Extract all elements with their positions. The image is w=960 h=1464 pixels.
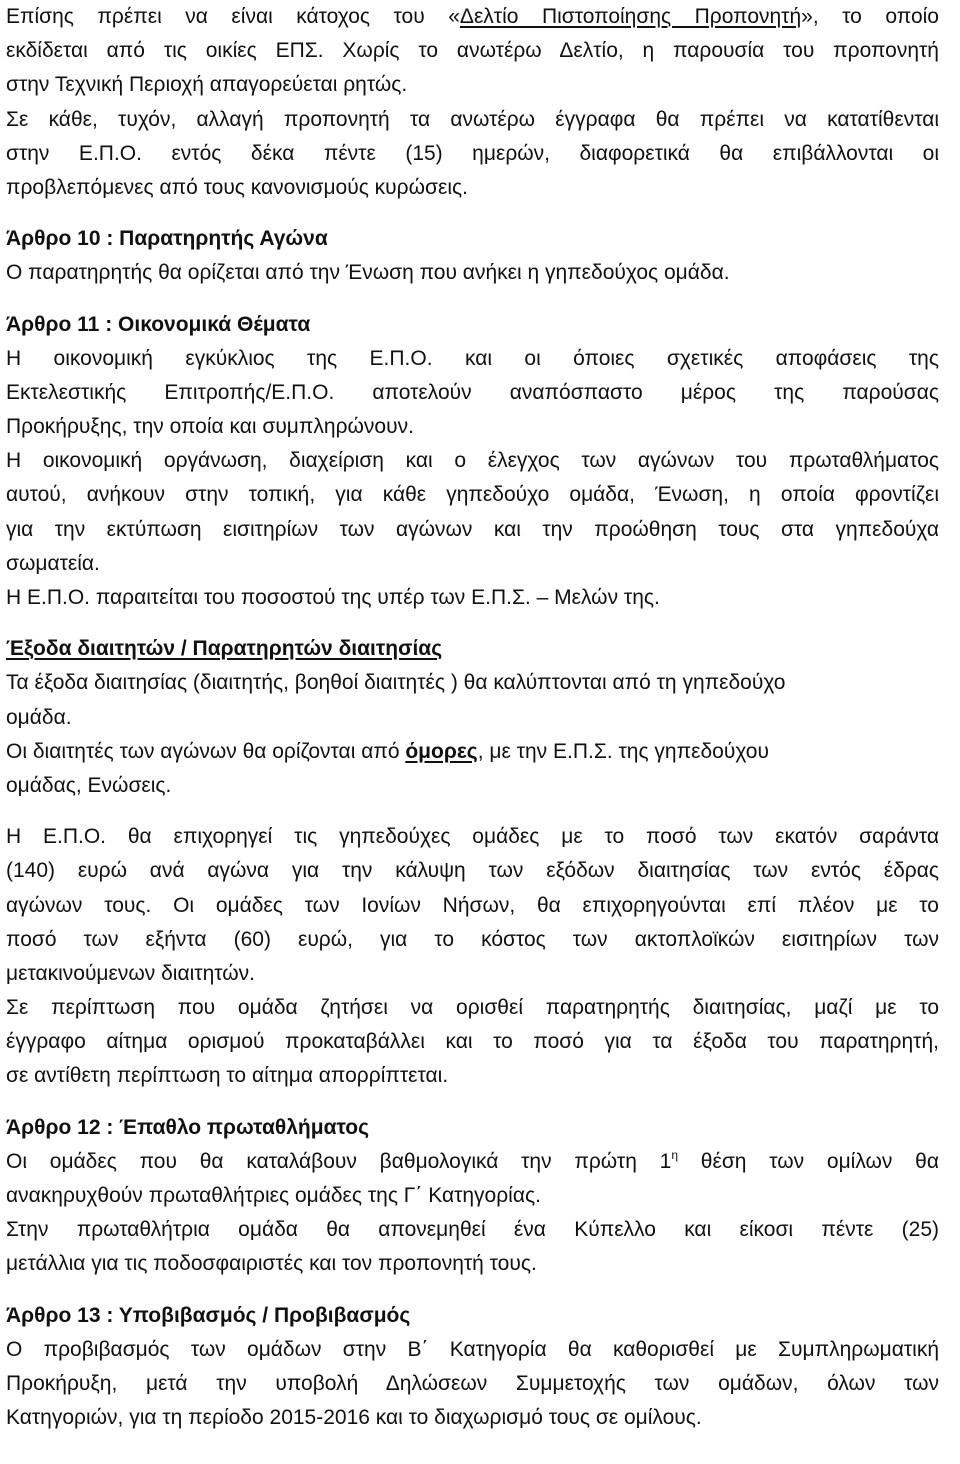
text-segment: (140) ευρώ ανά αγώνα για την κάλυψη των εξόδων διαιτησίας των εντός έδρας xyxy=(6,859,939,883)
paragraph-gap xyxy=(6,803,939,820)
text-line xyxy=(6,820,939,854)
text-segment: Άρθρο 12 : Έπαθλο πρωταθλήματος xyxy=(6,1115,370,1139)
text-line xyxy=(6,0,939,34)
text-segment: Δελτίο Πιστοποίησης Προπονητή xyxy=(459,5,802,28)
text-line xyxy=(6,701,939,735)
text-line xyxy=(6,1213,939,1247)
text-segment: ποσό των εξήντα (60) ευρώ, για το κόστος των ακτοπλοϊκών εισιτηρίων των xyxy=(6,927,939,951)
text-line xyxy=(6,1401,939,1435)
text-line xyxy=(6,137,939,171)
text-line xyxy=(6,735,939,769)
text-segment: Σε κάθε, τυχόν, αλλαγή προπονητή τα ανωτέρω έγγραφα θα πρέπει να κατατίθενται xyxy=(6,107,939,131)
text-segment: Τα έξοδα διαιτησίας (διαιτητής, βοηθοί διαιτητές ) θα καλύπτονται από τη γηπεδούχο xyxy=(6,671,786,695)
text-segment: Στην πρωταθλήτρια ομάδα θα απονεμηθεί ένα Κύπελλο και είκοσι πέντε (25) xyxy=(6,1218,939,1242)
text-segment: Η οικονομική εγκύκλιος της Ε.Π.Ο. και οι όποιες σχετικές αποφάσεις της xyxy=(6,346,939,370)
text-segment: Έξοδα διαιτητών / Παρατηρητών διαιτησίας xyxy=(6,637,443,661)
text-line xyxy=(6,171,939,205)
text-segment: έγγραφο αίτημα ορισμού προκαταβάλλει και το ποσό για τα έξοδα του παρατηρητή, xyxy=(6,1030,939,1054)
text-segment: για την εκτύπωση εισιτηρίων των αγώνων και την προώθηση τους στα γηπεδούχα xyxy=(6,517,939,541)
text-segment: Η Ε.Π.Ο. παραιτείται του ποσοστού της υπέρ των Ε.Π.Σ. – Μελών της. xyxy=(6,586,660,609)
text-line xyxy=(6,769,939,803)
text-segment: Κατηγοριών, για τη περίοδο 2015-2016 και το διαχωρισμό τους σε ομίλους. xyxy=(6,1406,702,1430)
superscript: η xyxy=(671,1147,679,1162)
paragraph-gap xyxy=(6,1282,939,1299)
text-segment: αυτού, ανήκουν στην τοπική, για κάθε γηπεδούχο ομάδα, Ένωση, η οποία φροντίζει xyxy=(6,483,939,507)
text-line xyxy=(6,410,939,444)
text-line xyxy=(6,1333,939,1367)
text-line xyxy=(6,1179,939,1213)
article-heading xyxy=(6,632,939,666)
text-segment: σε αντίθετη περίπτωση το αίτημα απορρίπτεται. xyxy=(6,1064,449,1088)
text-line xyxy=(6,342,939,376)
text-segment: θέση των ομίλων θα xyxy=(678,1149,939,1173)
text-segment: Προκήρυξη, μετά την υποβολή Δηλώσεων Συμμετοχής των ομάδων, όλων των xyxy=(6,1371,939,1395)
text-line xyxy=(6,103,939,137)
text-line xyxy=(6,666,939,700)
text-segment: προβλεπόμενες από τους κανονισμούς κυρώσεις. xyxy=(6,175,468,199)
article-heading xyxy=(6,308,939,342)
text-segment: Άρθρο 11 : Οικονομικά Θέματα xyxy=(6,312,311,336)
text-line xyxy=(6,513,939,547)
text-segment: στην Τεχνική Περιοχή απαγορεύεται ρητώς. xyxy=(6,73,408,97)
text-segment: Εκτελεστικής Επιτροπής/Ε.Π.Ο. αποτελούν αναπόσπαστο μέρος της παρούσας xyxy=(6,380,939,404)
text-segment: μετάλλια για τις ποδοσφαιριστές και τον προπονητή τους. xyxy=(6,1252,537,1276)
text-segment: Άρθρο 13 : Υποβιβασμός / Προβιβασμός xyxy=(6,1303,411,1327)
text-line xyxy=(6,34,939,68)
text-segment: Επίσης πρέπει να είναι κάτοχος του « xyxy=(6,5,460,28)
text-line xyxy=(6,957,939,991)
text-line xyxy=(6,1367,939,1401)
text-segment: Οι διαιτητές των αγώνων θα ορίζονται από xyxy=(6,739,406,763)
paragraph-gap xyxy=(6,205,939,222)
text-segment: Ο προβιβασμός των ομάδων στην Β΄ Κατηγορία θα καθορισθεί με Συμπληρωματική xyxy=(6,1337,939,1361)
text-segment: Προκήρυξης, την οποία και συμπληρώνουν. xyxy=(6,415,414,439)
text-segment: σωματεία. xyxy=(6,551,100,575)
text-segment: στην Ε.Π.Ο. εντός δέκα πέντε (15) ημερών, διαφορετικά θα επιβάλλονται οι xyxy=(6,141,939,165)
text-line xyxy=(6,923,939,957)
text-segment: », το οποίο xyxy=(801,5,939,28)
text-segment: Σε περίπτωση που ομάδα ζητήσει να ορισθεί παρατηρητής διαιτησίας, μαζί με το xyxy=(6,996,939,1020)
text-line xyxy=(6,1059,939,1093)
text-line xyxy=(6,478,939,512)
text-line xyxy=(6,376,939,410)
text-line xyxy=(6,68,939,102)
text-segment: Ο παρατηρητής θα ορίζεται από την Ένωση που ανήκει η γηπεδούχος ομάδα. xyxy=(6,261,730,285)
text-line xyxy=(6,444,939,478)
text-segment: ομάδας, Ενώσεις. xyxy=(6,773,172,797)
text-line xyxy=(6,256,939,290)
text-line xyxy=(6,581,939,615)
paragraph-gap xyxy=(6,615,939,632)
text-line xyxy=(6,854,939,888)
text-segment: Η Ε.Π.Ο. θα επιχορηγεί τις γηπεδούχες ομάδες με το ποσό των εκατόν σαράντα xyxy=(6,825,939,849)
text-line xyxy=(6,889,939,923)
paragraph-gap xyxy=(6,291,939,308)
text-segment: Οι ομάδες που θα καταλάβουν βαθμολογικά την πρώτη 1 xyxy=(6,1149,672,1173)
text-line xyxy=(6,991,939,1025)
text-segment: μετακινούμενων διαιτητών. xyxy=(6,961,255,985)
paragraph-gap xyxy=(6,1094,939,1111)
text-segment: ανακηρυχθούν πρωταθλήτριες ομάδες της Γ΄ Κατηγορίας. xyxy=(6,1184,541,1207)
text-segment: αγώνων τους. Οι ομάδες των Ιονίων Νήσων, θα επιχορηγούνται επί πλέον με το xyxy=(6,893,939,917)
text-line xyxy=(6,1247,939,1281)
text-line xyxy=(6,1145,939,1179)
article-heading xyxy=(6,1299,939,1333)
text-segment: ομάδα. xyxy=(6,705,72,729)
article-heading xyxy=(6,222,939,256)
text-line xyxy=(6,547,939,581)
text-segment: Η οικονομική οργάνωση, διαχείριση και ο έλεγχος των αγώνων του πρωταθλήματος xyxy=(6,449,939,473)
article-heading xyxy=(6,1111,939,1145)
text-segment: Άρθρο 10 : Παρατηρητής Αγώνα xyxy=(6,227,328,251)
text-segment: , με την Ε.Π.Σ. της γηπεδούχου xyxy=(477,739,769,763)
text-line xyxy=(6,1025,939,1059)
text-segment: εκδίδεται από τις οικίες ΕΠΣ. Χωρίς το ανωτέρω Δελτίο, η παρουσία του προπονητή xyxy=(6,39,939,63)
text-segment: όμορες xyxy=(405,739,478,763)
